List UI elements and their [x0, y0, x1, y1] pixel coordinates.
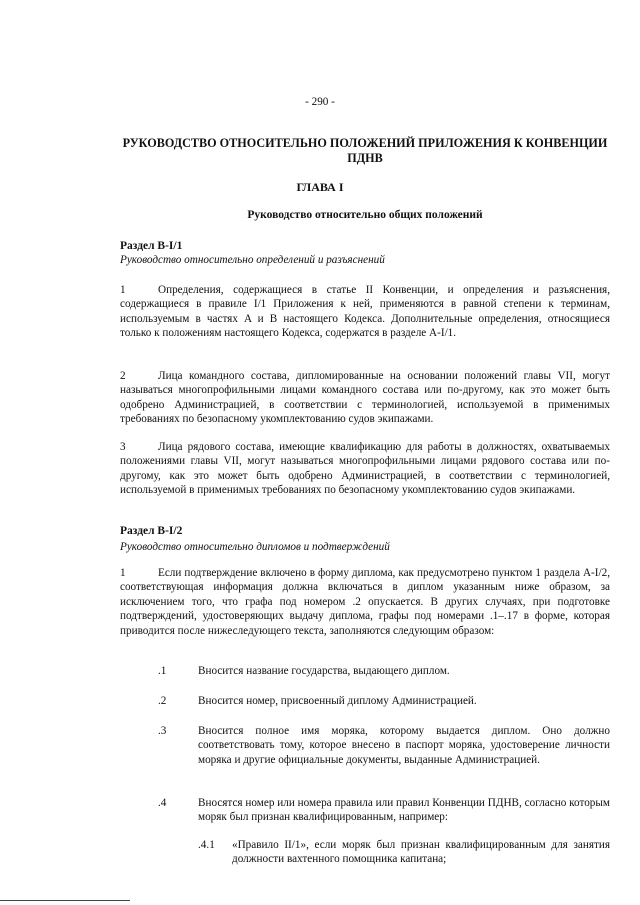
sub-list-item-text: «Правило II/1», если моряк был признан квалифицированным для занятия должности вахтенного помощника капитана;: [232, 839, 610, 866]
list-item-number: .2: [158, 695, 167, 707]
paragraph-text: Лица рядового состава, имеющие квалификацию для работы в должностях, охватываемых положениями главы VII, могут называться многопрофильными лицами рядового состава или по-другому, как это может быть одобрено Администрацией, в соответствии с терминологией, используемой в применимых требованиях по безопасному укомплектованию судов экипажами.: [120, 441, 610, 497]
footnote-divider: [0, 900, 130, 901]
section-heading: Раздел B-I/1: [120, 240, 183, 252]
section-heading: Раздел B-I/2: [120, 525, 183, 537]
list-item-text: Вносится номер, присвоенный диплому Администрацией.: [198, 695, 477, 707]
sub-list-item-number: .4.1: [198, 839, 215, 851]
paragraph: [120, 283, 610, 341]
paragraph-number: 1: [120, 567, 126, 579]
paragraph-text: Если подтверждение включено в форму диплома, как предусмотрено пунктом 1 раздела A-I/2, соответствующая информация должна включаться в диплом указанным ниже образом, за исключением того, что графа под номером .2 опускается. В других случаях, при подготовке подтверждений, удостоверяющих выдачу диплома, графы под номерами .1–.17 в форме, которая приводится после нижеследующего текста, заполняются следующим образом:: [120, 567, 610, 637]
document-title: РУКОВОДСТВО ОТНОСИТЕЛЬНО ПОЛОЖЕНИЙ ПРИЛОЖЕНИЯ К КОНВЕНЦИИ ПДНВ: [122, 136, 608, 165]
section-subheading: Руководство относительно определений и разъяснений: [120, 254, 385, 266]
section-subheading: Руководство относительно дипломов и подтверждений: [120, 541, 390, 553]
paragraph: [120, 440, 610, 498]
chapter-subtitle: Руководство относительно общих положений: [247, 209, 483, 221]
list-item-text: Вносятся номер или номера правила или правил Конвенции ПДНВ, согласно которым моряк был признан квалифицированным, например:: [198, 797, 610, 824]
list-item-text: Вносится название государства, выдающего диплом.: [198, 665, 450, 677]
chapter-heading: ГЛАВА I: [296, 180, 344, 194]
paragraph: [120, 369, 610, 427]
list-item-number: .1: [158, 665, 167, 677]
paragraph-number: 1: [120, 284, 126, 296]
list-item-number: .3: [158, 725, 167, 737]
paragraph-number: 2: [120, 370, 126, 382]
paragraph-number: 3: [120, 441, 126, 453]
paragraph: [120, 566, 610, 638]
paragraph-text: Определения, содержащиеся в статье II Конвенции, и определения и разъяснения, содержащиеся в правиле I/1 Приложения к ней, применяются в равной степени к терминам, используемым в частях A и B настоящего Кодекса. Дополнительные определения, относящиеся только к положениям настоящего Кодекса, содержатся в разделе A-I/1.: [120, 284, 610, 340]
list-item-number: .4: [158, 797, 167, 809]
page-number: - 290 -: [305, 96, 335, 108]
paragraph-text: Лица командного состава, дипломированные на основании положений главы VII, могут называться многопрофильными лицами командного состава или по-другому, как это может быть одобрено Администрацией, в соответствии с терминологией, используемой в применимых требованиях по безопасному укомплектованию судов экипажами.: [120, 370, 610, 426]
list-item-text: Вносится полное имя моряка, которому выдается диплом. Оно должно соответствовать тому, которое внесено в паспорт моряка, удостоверение личности моряка и другие официальные документы, выданные Администрацией.: [198, 725, 610, 766]
